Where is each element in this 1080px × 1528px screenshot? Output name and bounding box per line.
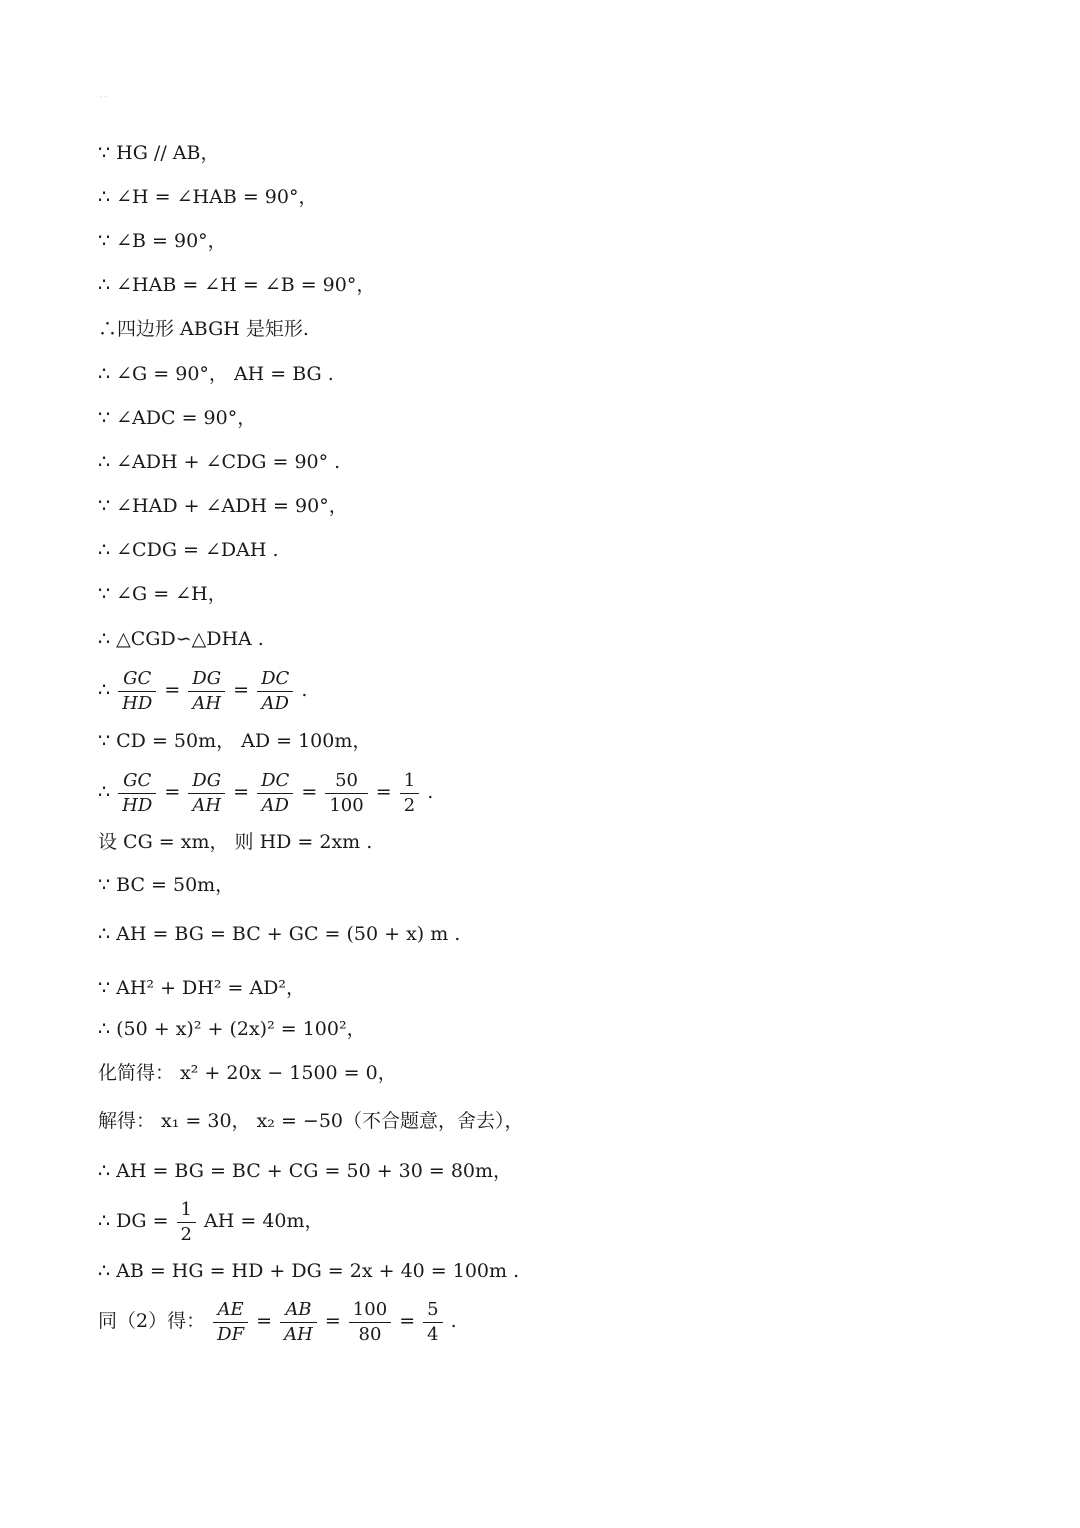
numerator: 100 [349, 1300, 391, 1323]
proof-line: ∴ △CGD∽△DHA . [98, 628, 264, 650]
proof-line: ∴ ∠HAB = ∠H = ∠B = 90°， [98, 274, 376, 296]
ratio-equation [98, 1291, 457, 1351]
proof-line: ∴ ∠CDG = ∠DAH . [98, 539, 279, 561]
proof-line: 化简得： x² + 20x − 1500 = 0， [98, 1062, 397, 1084]
equals-sign: = [375, 781, 392, 803]
proof-line: ∴ AB = HG = HD + DG = 2x + 40 = 100m . [98, 1260, 520, 1282]
fraction [188, 771, 225, 816]
denominator: AH [192, 794, 222, 816]
denominator: 2 [180, 1223, 192, 1245]
ratio-equation [98, 660, 307, 720]
fraction [280, 1300, 317, 1345]
dg-equation [98, 1191, 324, 1251]
proof-line: ∵ AH² + DH² = AD²， [98, 977, 306, 999]
numerator: 5 [423, 1300, 442, 1323]
denominator: 4 [427, 1323, 439, 1345]
proof-line: ∵ ∠G = ∠H， [98, 583, 227, 605]
equation-suffix: AH = 40m， [204, 1210, 324, 1232]
numerator: DG [188, 669, 225, 692]
proof-line: ∴ ∠G = 90°， AH = BG . [98, 363, 334, 385]
proof-line: ∵ BC = 50m， [98, 874, 235, 896]
proof-line: 解得： x₁ = 30， x₂ = −50（不合题意，舍去）， [98, 1110, 524, 1132]
proof-line: ∵ CD = 50m， AD = 100m， [98, 730, 372, 752]
equals-sign: = [256, 1310, 273, 1332]
numerator: GC [118, 669, 156, 692]
fraction [118, 771, 156, 816]
proof-line: ∴ ∠H = ∠HAB = 90°， [98, 186, 318, 208]
numerator: 50 [325, 771, 367, 794]
denominator: HD [122, 692, 153, 714]
proof-line: ∴ AH = BG = BC + CG = 50 + 30 = 80m， [98, 1160, 513, 1182]
numerator: GC [118, 771, 156, 794]
proof-line: 设 CG = xm， 则 HD = 2xm . [98, 831, 373, 853]
equals-sign: = [324, 1310, 341, 1332]
fraction [400, 771, 419, 816]
fraction [325, 771, 367, 816]
equals-sign: = [164, 781, 181, 803]
equals-sign: = [233, 679, 250, 701]
proof-line: ∴四边形 ABGH 是矩形. [98, 318, 309, 340]
equals-sign: = [233, 781, 250, 803]
proof-line: ∵ ∠ADC = 90°， [98, 407, 257, 429]
proof-line: ∴ ∠ADH + ∠CDG = 90° . [98, 451, 341, 473]
numerator: AB [280, 1300, 317, 1323]
numerator: 1 [400, 771, 419, 794]
denominator: AD [261, 692, 289, 714]
ratio-equation [98, 762, 433, 822]
fraction [118, 669, 156, 714]
proof-line: ∵ ∠B = 90°， [98, 230, 227, 252]
fraction [188, 669, 225, 714]
fraction [257, 669, 293, 714]
corner-mark: · · [100, 93, 107, 101]
denominator: AD [261, 794, 289, 816]
denominator: DF [217, 1323, 245, 1345]
denominator: 100 [329, 794, 364, 816]
proof-line: ∴ AH = BG = BC + GC = (50 + x) m . [98, 923, 461, 945]
proof-line: ∵ ∠HAD + ∠ADH = 90°， [98, 495, 348, 517]
equation-prefix: ∴ DG = [98, 1210, 169, 1232]
fraction [213, 1300, 248, 1345]
equals-sign: = [301, 781, 318, 803]
numerator: DC [257, 669, 293, 692]
numerator: AE [213, 1300, 248, 1323]
denominator: 2 [403, 794, 416, 816]
period: . [427, 781, 434, 803]
equation-prefix: 同（2）得： [98, 1310, 206, 1332]
denominator: HD [122, 794, 153, 816]
period: . [301, 679, 308, 701]
proof-line: ∵ HG // AB， [98, 142, 220, 164]
fraction [423, 1300, 442, 1345]
therefore-symbol: ∴ [98, 781, 111, 803]
fraction [257, 771, 293, 816]
proof-line: ∴ (50 + x)² + (2x)² = 100²， [98, 1018, 366, 1040]
denominator: 80 [358, 1323, 382, 1345]
equals-sign: = [399, 1310, 416, 1332]
fraction [177, 1200, 196, 1245]
numerator: 1 [177, 1200, 196, 1223]
denominator: AH [284, 1323, 313, 1345]
numerator: DC [257, 771, 293, 794]
therefore-symbol: ∴ [98, 679, 111, 701]
period: . [450, 1310, 457, 1332]
numerator: DG [188, 771, 225, 794]
fraction [349, 1300, 391, 1345]
denominator: AH [192, 692, 222, 714]
equals-sign: = [164, 679, 181, 701]
